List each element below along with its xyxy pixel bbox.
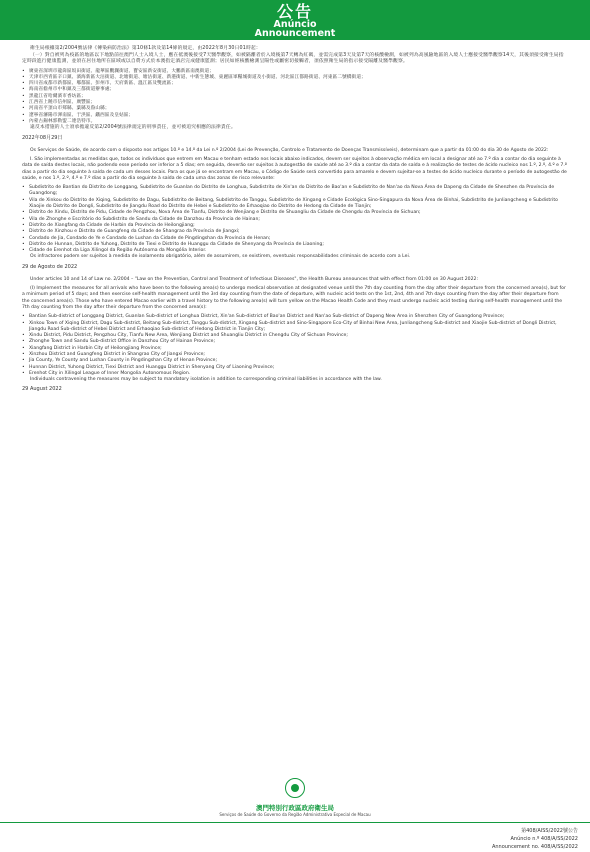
en-warning: Individuals contravening the measures may be subject to mandatory isolation in addition to corresponding criminal liabilities in accordance with the law. xyxy=(30,377,382,383)
zh-list-item: • 廣東省深圳市龍崗區坂田街道、龍華區觀瀾街道、寶安區新安街道、大鵬新區南澳街道； xyxy=(22,69,567,75)
en-date: 29 August 2022 xyxy=(22,386,62,393)
zh-date: 2022年08月29日 xyxy=(22,134,63,141)
announcement-body xyxy=(22,46,567,393)
health-bureau-emblem-icon xyxy=(285,778,305,798)
pt-list-item: • Distrito de Hunnan, Distrito de Yuhong, Distrito de Tiexi e Distrito de Huanggu da Cidade de Shenyang da Província de Liaoning; xyxy=(22,242,567,248)
en-paragraph-1: (I) Implement the measures for all arrivals who have been to the following area(s) to undergo medical observation at designated venue until the 7th day counting from the day after their departure from the concerned area(s), but for a minimum period of 5 days; and then exercise self-health management until the 3rd day counting from the date of departure, with nucleic acid tests on the 1st, 2nd, 4th and 7th days counting from the day after their departure from the concerned area(s). Those who have entered Macao earlier with a travel history to the following area(s) will turn yellow on the Macao Health Code and they must undergo nucleic acid testing during self-health management until the 7th day counting from the day after their departure from the concerned area(s): xyxy=(22,286,566,310)
reference-pt: Anúncio n.º 408/A/SS/2022 xyxy=(510,836,578,842)
zh-list-item: • 江西省上饒市信州區、廣豐區； xyxy=(22,100,567,106)
reference-zh: 第408/AISS/2022號公告 xyxy=(521,828,578,834)
reference-en: Announcement no. 408/A/SS/2022 xyxy=(491,844,578,850)
title-english: Announcement xyxy=(254,28,336,39)
pt-paragraph-1: I. São implementadas as medidas que, todos os indivíduos que entrem em Macau e tenham estado nos locais abaixo indicados, devem ser sujeitos à observação médica em local a designar até ao 7.º dia a contar do dia seguinte à data de saída destes locais, não podendo esse período ser inferior a 5 dias; em seguida, deverão ser sujeitos à autogestão de saúde até ao 3.º dia a contar da data de saída e à realização de testes de ácido nucleico nos 1.º, 2.º, 4.º e 7.º dias a partir do dia seguinte à saída de cada um desses locais. Para os que já se encontram em Macau, o Código de Saúde será convertido para amarelo e devem sujeitar-se a testes de ácido nucleico durante o período de autogestão de saúde, e nos 1.º, 2.º, 4.º e 7.º dias a partir do dia seguinte à saída de cada uma das zonas de risco relevante: xyxy=(22,156,567,181)
zh-list-item: • 天津市西青區辛口鎮、濱海新區大沽街道、北塘街道、塘沽街道、新港街道、中新生態城、東麗區軍糧城街道及小街道、河北區江都路街道、河東區二號橋街道； xyxy=(22,75,567,81)
zh-list-item: • 河南省平頂山市郟縣、葉縣及魯山縣； xyxy=(22,106,567,112)
en-list-item: • Xinkou Town of Xiqing District, Dagu Sub-district, Beitang Sub-district, Tanggu Sub-district, Xingang Sub-district and Sino-Singapore Eco-City of Binhai New Area, Junliangcheng Sub-district and Xiaojie Sub-district of Dongli District, Jiangdu Road Sub-district of Hebei District and Erhaoqiao Sub-district of Hedong District in Tianjin City; xyxy=(22,321,567,334)
title-chinese: 公告 xyxy=(276,2,313,21)
en-list-item: • Jia County, Ye County and Lushan County in Pingdingshan City of Henan Province; xyxy=(22,358,567,364)
en-list-item: • Bantian Sub-district of Longgang District, Guanlan Sub-district of Longhua District, Xin'an Sub-district of Bao'an District and Nan'ao Sub-district of Dapeng New Area in Shenzhen City of Guangdong Province; xyxy=(22,314,567,320)
zh-list-item: • 內蒙古錫林郭勒盟二連浩特市。 xyxy=(22,119,567,125)
pt-list-item: • Distrito de Xiangfang da Cidade de Harbin da Província de Heilongjiang; xyxy=(22,223,567,229)
footer-org-chinese: 澳門特別行政區政府衛生局 xyxy=(256,804,334,812)
pt-list-item: • Vila de Zhonghe e Escritório do Subdistrito de Sandu da Cidade de Danzhou da Província de Hainan; xyxy=(22,217,567,223)
zh-paragraph-1: （一）對自被列為疫區的地區以下地點前往澳門人士入境人士，應在抵澳後接受7天醫學觀察，如被隔離者於入境後第7天轉為紅碼，並需完成第3天及第7天的核酸檢測，如被列為高風險地區的入境人士應接受醫學觀察14天，其後須接受衛生局指定時段進行健康監測，並須在居住地所在區域或以自費方式於本澳指定酒店完成健康監測；居民如經核酸檢測呈陽性或屬密切接觸者，須依照衛生局的指示接受隔離及醫學觀察。 xyxy=(22,52,564,64)
en-list-item: • Xinzhou District and Guangfeng District in Shangrao City of Jiangxi Province; xyxy=(22,352,567,358)
en-list-item: • Xiangfang District in Harbin City of Heilongjiang Province; xyxy=(22,346,567,352)
en-list-item: • Zhonghe Town and Sandu Sub-district Office in Danzhou City of Hainan Province; xyxy=(22,339,567,345)
pt-list-item: • Vila de Xinkou do Distrito de Xiqing, Subdistrito de Dagu, Subdistrito de Beitang, Subdistrito de Tanggu, Subdistrito de Xingang e Cidade Ecológica Sino-Singapura da Nova Área de Binhai, Subdistrito de Junliangcheng e Subdistrito Xiaojie do Distrito de Dongli, Subdistrito de Jiangdu Road do Distrito de Hebei e Subdistrito de Erhaoqiao do Distrito de Hedong da Cidade de Tianjin; xyxy=(22,198,567,211)
pt-list-item: • Condado de Jia, Condado de Ye e Condado de Lushan da Cidade de Pingdingshan da Província de Henan; xyxy=(22,236,567,242)
en-list-item: • Erenhot City in Xilingol League of Inner Mongolia Autonomous Region. xyxy=(22,371,567,377)
en-list-item: • Hunnan District, Yuhong District, Tiexi District and Huanggu District in Shenyang City of Liaoning Province; xyxy=(22,365,567,371)
pt-intro: Os Serviços de Saúde, de acordo com o disposto nos artigos 10.º e 14.º da Lei n.º 2/2004 (Lei de Prevenção, Controlo e Tratamento de Doenças Transmissíveis), determinam que a partir da 01:00 do dia 30 de Agosto de 2022: xyxy=(30,147,549,153)
announcement-header xyxy=(0,0,590,40)
pt-list-item: • Subdistrito de Bantian do Distrito de Longgang, Subdistrito de Guanlan do Distrito de Longhua, Subdistrito de Xin'an do Distrito de Bao'an e Subdistrito de Nan'ao da Nova Área de Dapeng da Cidade de Shenzhen da Província de Guangdong; xyxy=(22,185,567,198)
footer-org-portuguese: Serviços de Saúde do Governo da Região Administrativa Especial de Macau xyxy=(219,812,371,817)
en-intro: Under articles 10 and 14 of Law no. 2/2004 – "Law on the Prevention, Control and Treatment of Infectious Diseases", the Health Bureau announces that with effect from 01:00 on 30 August 2022: xyxy=(30,276,478,282)
zh-warning: 違反本措施的人士須承擔違反第2/2004號法律規定的刑事責任，並可被追究相應的法律責任。 xyxy=(30,125,236,131)
title-portuguese: Anúncio xyxy=(273,19,317,30)
reference-numbers xyxy=(492,827,578,851)
pt-date: 29 de Agosto de 2022 xyxy=(22,263,78,270)
zh-list-item: • 海南省儋州市中和鎮及三都街道辦事處； xyxy=(22,87,567,93)
pt-warning: Os infractores podem ser sujeitos à medida de isolamento obrigatório, além de assumirem, se existirem, eventuais responsabilidades criminais de acordo com a Lei. xyxy=(30,254,411,260)
zh-list-item: • 遼寧省瀋陽市渾南區、于洪區、鐵西區及皇姑區； xyxy=(22,113,567,119)
en-list-item: • Xindu District, Pidu District, Pengzhou City, Tianfu New Area, Wenjiang District and Shuangliu District in Chengdu City of Sichuan Province; xyxy=(22,333,567,339)
zh-list-item: • 四川省成都市新都區、郫都區、彭州市、天府新區、溫江區及雙流區； xyxy=(22,81,567,87)
zh-intro: 衛生局根據第2/2004號法律《傳染病防治法》第10條1款及第14條的規定，由2022年8月30日01時起： xyxy=(30,46,261,51)
zh-list-item: • 黑龍江省哈爾濱市香坊區； xyxy=(22,94,567,100)
footer-divider xyxy=(0,822,590,823)
pt-list-item: • Distrito de Xindu, Distrito de Pidu, Cidade de Pengzhou, Nova Área de Tianfu, Distrito de Wenjiang e Distrito de Shuangliu da Cidade de Chengdu da Província de Sichuan; xyxy=(22,210,567,216)
pt-list-item: • Distrito de Xinzhou e Distrito de Guangfeng da Cidade de Shangrao da Província de Jiangxi; xyxy=(22,229,567,235)
footer xyxy=(0,778,590,818)
pt-list-item: • Cidade de Erenhot da Liga Xilingol da Região Autónoma da Mongólia Interior. xyxy=(22,248,567,254)
